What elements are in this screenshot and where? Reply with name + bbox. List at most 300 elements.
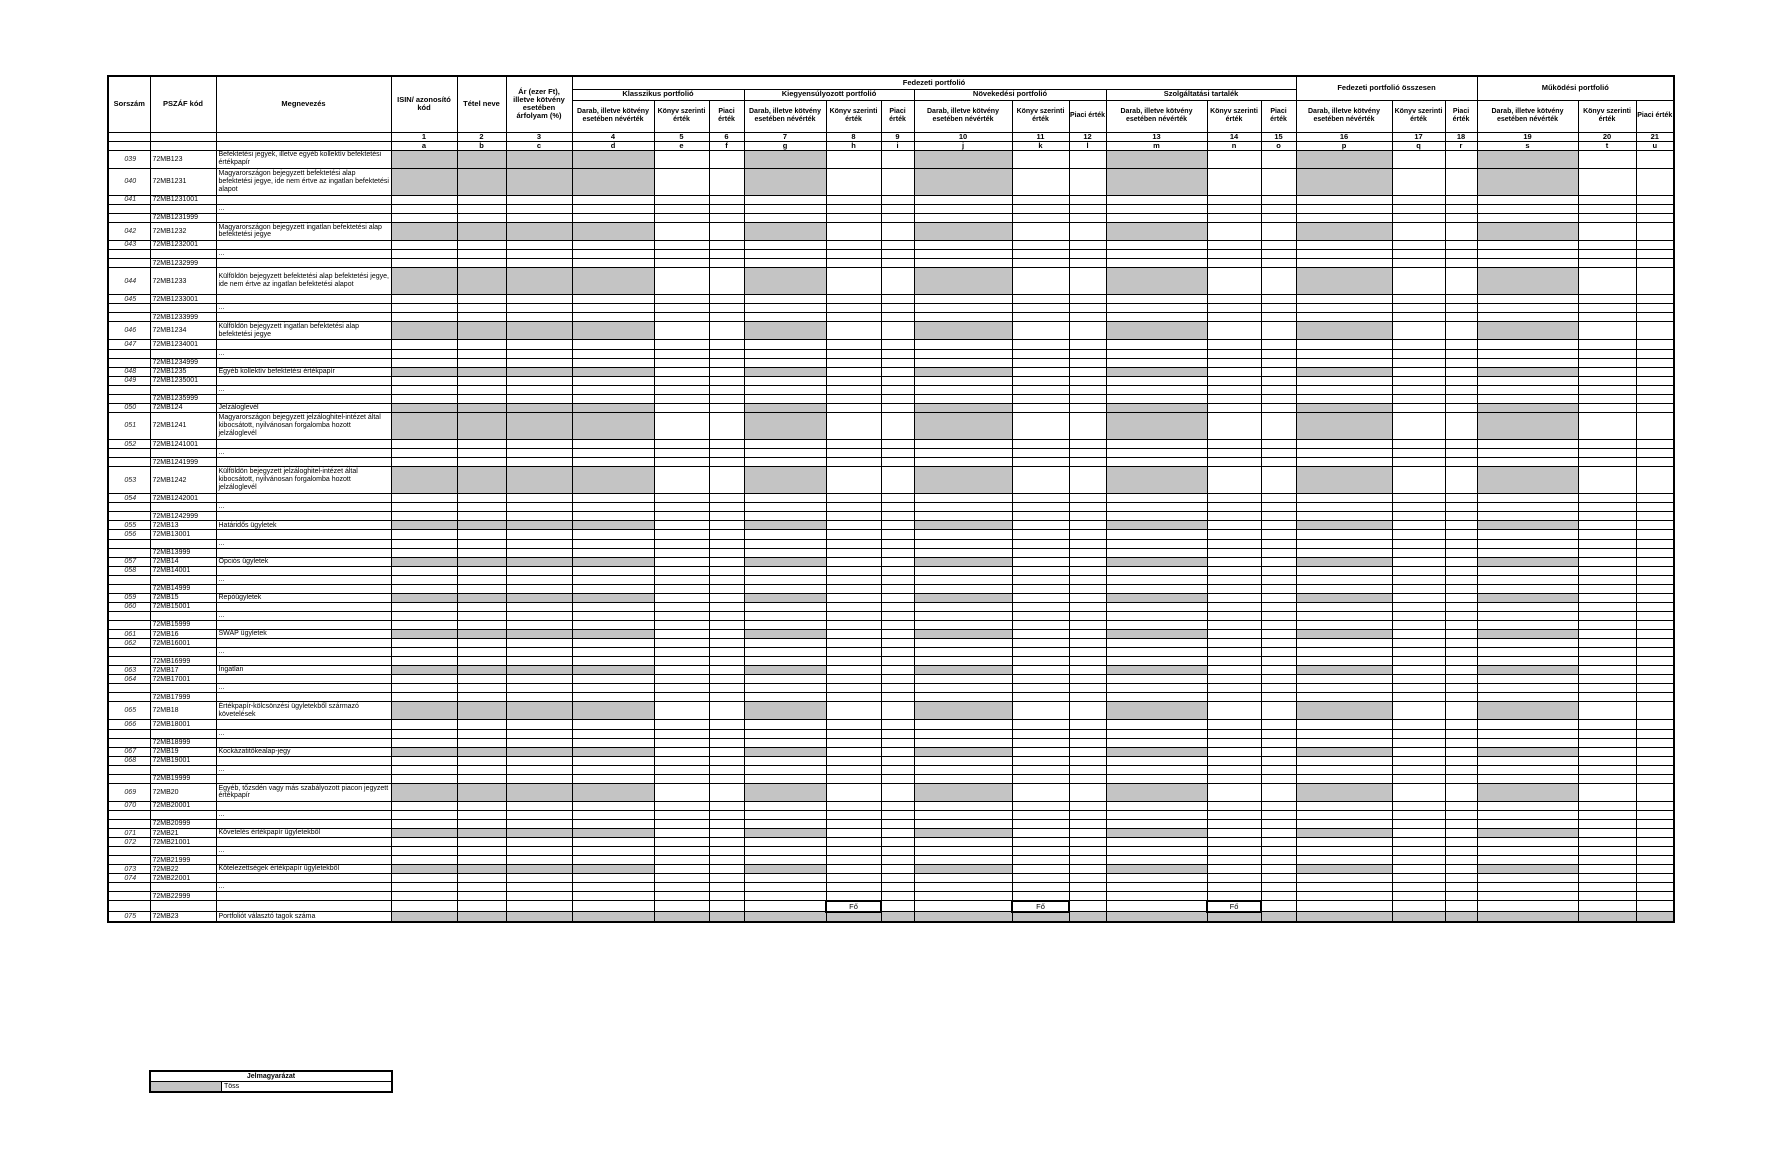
data-cell[interactable] xyxy=(826,394,881,403)
data-cell[interactable] xyxy=(1012,756,1069,765)
data-cell[interactable] xyxy=(914,838,1012,847)
data-cell[interactable] xyxy=(1106,295,1207,304)
data-cell[interactable] xyxy=(709,376,744,385)
data-cell[interactable] xyxy=(391,620,457,629)
data-cell[interactable] xyxy=(1578,440,1636,449)
data-cell[interactable] xyxy=(1392,657,1445,666)
data-cell[interactable] xyxy=(826,295,881,304)
data-cell[interactable] xyxy=(744,693,826,702)
data-cell[interactable] xyxy=(1261,693,1296,702)
data-cell[interactable] xyxy=(1445,458,1477,467)
data-cell[interactable] xyxy=(1069,295,1106,304)
data-cell[interactable] xyxy=(1578,548,1636,557)
data-cell[interactable] xyxy=(881,548,914,557)
data-cell[interactable] xyxy=(1296,720,1392,729)
data-cell[interactable] xyxy=(826,801,881,810)
data-cell[interactable] xyxy=(1445,657,1477,666)
data-cell[interactable] xyxy=(457,512,506,521)
data-cell[interactable] xyxy=(572,340,654,349)
data-cell[interactable] xyxy=(1636,512,1674,521)
data-cell[interactable] xyxy=(826,530,881,539)
data-cell[interactable] xyxy=(1636,602,1674,611)
data-cell[interactable] xyxy=(654,675,709,684)
data-cell[interactable] xyxy=(1106,548,1207,557)
data-cell[interactable] xyxy=(1296,838,1392,847)
data-cell[interactable] xyxy=(744,295,826,304)
data-cell[interactable] xyxy=(1477,774,1578,783)
data-cell[interactable] xyxy=(391,801,457,810)
data-cell[interactable] xyxy=(914,440,1012,449)
data-cell[interactable] xyxy=(572,376,654,385)
data-cell[interactable] xyxy=(457,874,506,883)
data-cell[interactable] xyxy=(709,295,744,304)
data-cell[interactable] xyxy=(1392,313,1445,322)
data-cell[interactable] xyxy=(914,901,1012,912)
data-cell[interactable] xyxy=(914,620,1012,629)
data-cell[interactable] xyxy=(654,394,709,403)
data-cell[interactable] xyxy=(457,801,506,810)
data-cell[interactable] xyxy=(744,394,826,403)
data-cell[interactable] xyxy=(1261,358,1296,367)
data-cell[interactable] xyxy=(654,313,709,322)
data-cell[interactable] xyxy=(1207,801,1261,810)
data-cell[interactable] xyxy=(1477,548,1578,557)
data-cell[interactable] xyxy=(1106,458,1207,467)
data-cell[interactable] xyxy=(506,856,572,865)
data-cell[interactable] xyxy=(1578,874,1636,883)
data-cell[interactable] xyxy=(506,620,572,629)
data-cell[interactable] xyxy=(1012,340,1069,349)
data-cell[interactable] xyxy=(1477,530,1578,539)
data-cell[interactable] xyxy=(391,259,457,268)
data-cell[interactable] xyxy=(1069,675,1106,684)
data-cell[interactable] xyxy=(654,548,709,557)
data-cell[interactable] xyxy=(826,566,881,575)
data-cell[interactable] xyxy=(826,313,881,322)
data-cell[interactable] xyxy=(744,548,826,557)
data-cell[interactable] xyxy=(709,530,744,539)
data-cell[interactable] xyxy=(1636,295,1674,304)
data-cell[interactable] xyxy=(1392,856,1445,865)
data-cell[interactable] xyxy=(1296,874,1392,883)
data-cell[interactable] xyxy=(1445,901,1477,912)
data-cell[interactable] xyxy=(1636,874,1674,883)
data-cell[interactable] xyxy=(654,892,709,901)
data-cell[interactable] xyxy=(1106,584,1207,593)
data-cell[interactable] xyxy=(391,566,457,575)
data-cell[interactable] xyxy=(654,458,709,467)
data-cell[interactable] xyxy=(1445,494,1477,503)
data-cell[interactable] xyxy=(1106,892,1207,901)
data-cell[interactable] xyxy=(1392,295,1445,304)
data-cell[interactable] xyxy=(457,358,506,367)
data-cell[interactable] xyxy=(1578,838,1636,847)
data-cell[interactable] xyxy=(826,819,881,828)
data-cell[interactable] xyxy=(1069,313,1106,322)
data-cell[interactable] xyxy=(881,801,914,810)
data-cell[interactable] xyxy=(1012,838,1069,847)
data-cell[interactable] xyxy=(1578,639,1636,648)
data-cell[interactable] xyxy=(1106,440,1207,449)
data-cell[interactable] xyxy=(1392,213,1445,222)
data-cell[interactable] xyxy=(914,548,1012,557)
data-cell[interactable] xyxy=(1012,856,1069,865)
data-cell[interactable] xyxy=(1207,458,1261,467)
data-cell[interactable] xyxy=(572,494,654,503)
data-cell[interactable] xyxy=(914,856,1012,865)
data-cell[interactable] xyxy=(391,394,457,403)
data-cell[interactable] xyxy=(1261,548,1296,557)
data-cell[interactable] xyxy=(744,259,826,268)
data-cell[interactable] xyxy=(1477,394,1578,403)
data-cell[interactable] xyxy=(881,856,914,865)
data-cell[interactable] xyxy=(1296,494,1392,503)
data-cell[interactable] xyxy=(1207,774,1261,783)
data-cell[interactable] xyxy=(709,548,744,557)
data-cell[interactable] xyxy=(1012,602,1069,611)
data-cell[interactable] xyxy=(881,720,914,729)
data-cell[interactable] xyxy=(1069,213,1106,222)
data-cell[interactable] xyxy=(1207,566,1261,575)
data-cell[interactable] xyxy=(1477,801,1578,810)
data-cell[interactable] xyxy=(506,259,572,268)
data-cell[interactable] xyxy=(881,620,914,629)
data-cell[interactable] xyxy=(744,675,826,684)
data-cell[interactable] xyxy=(1445,340,1477,349)
data-cell[interactable] xyxy=(1445,295,1477,304)
data-cell[interactable] xyxy=(1636,693,1674,702)
data-cell[interactable] xyxy=(506,213,572,222)
data-cell[interactable] xyxy=(572,838,654,847)
data-cell[interactable] xyxy=(1445,892,1477,901)
data-cell[interactable] xyxy=(1207,738,1261,747)
data-cell[interactable] xyxy=(457,693,506,702)
data-cell[interactable] xyxy=(506,340,572,349)
data-cell[interactable] xyxy=(826,756,881,765)
data-cell[interactable] xyxy=(1445,512,1477,521)
data-cell[interactable] xyxy=(1477,874,1578,883)
data-cell[interactable] xyxy=(457,901,506,912)
data-cell[interactable] xyxy=(709,856,744,865)
data-cell[interactable] xyxy=(914,494,1012,503)
data-cell[interactable] xyxy=(1636,774,1674,783)
data-cell[interactable] xyxy=(1261,819,1296,828)
data-cell[interactable] xyxy=(1636,376,1674,385)
data-cell[interactable] xyxy=(1445,376,1477,385)
data-cell[interactable] xyxy=(506,892,572,901)
data-cell[interactable] xyxy=(709,874,744,883)
data-cell[interactable] xyxy=(1106,566,1207,575)
data-cell[interactable] xyxy=(1261,340,1296,349)
data-cell[interactable] xyxy=(1207,639,1261,648)
data-cell[interactable] xyxy=(1392,440,1445,449)
data-cell[interactable] xyxy=(1445,394,1477,403)
data-cell[interactable] xyxy=(826,458,881,467)
data-cell[interactable] xyxy=(1578,340,1636,349)
data-cell[interactable] xyxy=(457,856,506,865)
data-cell[interactable] xyxy=(881,584,914,593)
data-cell[interactable] xyxy=(1636,856,1674,865)
data-cell[interactable] xyxy=(1296,240,1392,249)
data-cell[interactable] xyxy=(1578,566,1636,575)
data-cell[interactable] xyxy=(1392,693,1445,702)
data-cell[interactable] xyxy=(1207,602,1261,611)
data-cell[interactable] xyxy=(1012,584,1069,593)
data-cell[interactable] xyxy=(1636,819,1674,828)
data-cell[interactable] xyxy=(391,819,457,828)
data-cell[interactable] xyxy=(1578,602,1636,611)
data-cell[interactable] xyxy=(1106,838,1207,847)
data-cell[interactable] xyxy=(654,440,709,449)
data-cell[interactable] xyxy=(709,259,744,268)
data-cell[interactable] xyxy=(744,720,826,729)
data-cell[interactable] xyxy=(506,240,572,249)
data-cell[interactable] xyxy=(1296,693,1392,702)
data-cell[interactable] xyxy=(744,838,826,847)
data-cell[interactable] xyxy=(709,801,744,810)
data-cell[interactable] xyxy=(1477,295,1578,304)
data-cell[interactable] xyxy=(1069,440,1106,449)
data-cell[interactable] xyxy=(881,295,914,304)
data-cell[interactable] xyxy=(1445,856,1477,865)
data-cell[interactable] xyxy=(1207,548,1261,557)
data-cell[interactable] xyxy=(572,295,654,304)
data-cell[interactable] xyxy=(1445,195,1477,204)
data-cell[interactable] xyxy=(744,738,826,747)
data-cell[interactable] xyxy=(1392,195,1445,204)
data-cell[interactable] xyxy=(1261,394,1296,403)
data-cell[interactable] xyxy=(391,213,457,222)
data-cell[interactable] xyxy=(506,801,572,810)
data-cell[interactable] xyxy=(1012,874,1069,883)
data-cell[interactable] xyxy=(914,693,1012,702)
data-cell[interactable] xyxy=(572,195,654,204)
data-cell[interactable] xyxy=(1106,530,1207,539)
data-cell[interactable] xyxy=(1012,693,1069,702)
data-cell[interactable] xyxy=(391,720,457,729)
fo-cell[interactable]: Fő xyxy=(826,901,881,912)
data-cell[interactable] xyxy=(744,376,826,385)
data-cell[interactable] xyxy=(881,394,914,403)
data-cell[interactable] xyxy=(1207,720,1261,729)
data-cell[interactable] xyxy=(709,720,744,729)
data-cell[interactable] xyxy=(1012,512,1069,521)
data-cell[interactable] xyxy=(1392,874,1445,883)
data-cell[interactable] xyxy=(709,494,744,503)
data-cell[interactable] xyxy=(506,440,572,449)
data-cell[interactable] xyxy=(744,566,826,575)
data-cell[interactable] xyxy=(744,494,826,503)
data-cell[interactable] xyxy=(881,892,914,901)
data-cell[interactable] xyxy=(881,693,914,702)
data-cell[interactable] xyxy=(1012,639,1069,648)
data-cell[interactable] xyxy=(1069,901,1106,912)
data-cell[interactable] xyxy=(1207,494,1261,503)
data-cell[interactable] xyxy=(881,602,914,611)
data-cell[interactable] xyxy=(506,566,572,575)
data-cell[interactable] xyxy=(826,548,881,557)
data-cell[interactable] xyxy=(709,394,744,403)
data-cell[interactable] xyxy=(826,440,881,449)
data-cell[interactable] xyxy=(1207,892,1261,901)
data-cell[interactable] xyxy=(1207,838,1261,847)
data-cell[interactable] xyxy=(1445,838,1477,847)
data-cell[interactable] xyxy=(1445,620,1477,629)
data-cell[interactable] xyxy=(1261,675,1296,684)
data-cell[interactable] xyxy=(572,819,654,828)
data-cell[interactable] xyxy=(1207,874,1261,883)
data-cell[interactable] xyxy=(1012,720,1069,729)
data-cell[interactable] xyxy=(1261,512,1296,521)
data-cell[interactable] xyxy=(1578,494,1636,503)
data-cell[interactable] xyxy=(391,584,457,593)
data-cell[interactable] xyxy=(457,738,506,747)
data-cell[interactable] xyxy=(391,494,457,503)
fo-cell[interactable]: Fő xyxy=(1207,901,1261,912)
data-cell[interactable] xyxy=(1392,801,1445,810)
data-cell[interactable] xyxy=(1261,584,1296,593)
data-cell[interactable] xyxy=(391,295,457,304)
data-cell[interactable] xyxy=(1445,602,1477,611)
data-cell[interactable] xyxy=(572,394,654,403)
data-cell[interactable] xyxy=(826,195,881,204)
data-cell[interactable] xyxy=(506,376,572,385)
data-cell[interactable] xyxy=(1477,566,1578,575)
data-cell[interactable] xyxy=(881,838,914,847)
data-cell[interactable] xyxy=(709,657,744,666)
data-cell[interactable] xyxy=(1296,901,1392,912)
data-cell[interactable] xyxy=(826,358,881,367)
data-cell[interactable] xyxy=(1578,394,1636,403)
data-cell[interactable] xyxy=(1392,720,1445,729)
data-cell[interactable] xyxy=(1445,259,1477,268)
data-cell[interactable] xyxy=(744,602,826,611)
data-cell[interactable] xyxy=(1012,376,1069,385)
data-cell[interactable] xyxy=(391,693,457,702)
data-cell[interactable] xyxy=(1392,584,1445,593)
data-cell[interactable] xyxy=(391,458,457,467)
data-cell[interactable] xyxy=(1296,340,1392,349)
data-cell[interactable] xyxy=(391,738,457,747)
data-cell[interactable] xyxy=(1012,819,1069,828)
data-cell[interactable] xyxy=(744,901,826,912)
data-cell[interactable] xyxy=(1578,801,1636,810)
data-cell[interactable] xyxy=(1578,213,1636,222)
data-cell[interactable] xyxy=(744,639,826,648)
data-cell[interactable] xyxy=(881,240,914,249)
data-cell[interactable] xyxy=(1207,340,1261,349)
data-cell[interactable] xyxy=(1207,693,1261,702)
data-cell[interactable] xyxy=(1578,738,1636,747)
data-cell[interactable] xyxy=(457,259,506,268)
data-cell[interactable] xyxy=(914,720,1012,729)
data-cell[interactable] xyxy=(1477,458,1578,467)
data-cell[interactable] xyxy=(744,340,826,349)
data-cell[interactable] xyxy=(1069,620,1106,629)
data-cell[interactable] xyxy=(1106,774,1207,783)
data-cell[interactable] xyxy=(1207,584,1261,593)
data-cell[interactable] xyxy=(1261,720,1296,729)
data-cell[interactable] xyxy=(914,892,1012,901)
data-cell[interactable] xyxy=(744,756,826,765)
data-cell[interactable] xyxy=(914,530,1012,539)
data-cell[interactable] xyxy=(1106,675,1207,684)
data-cell[interactable] xyxy=(1106,639,1207,648)
data-cell[interactable] xyxy=(1578,675,1636,684)
data-cell[interactable] xyxy=(1106,376,1207,385)
data-cell[interactable] xyxy=(1392,756,1445,765)
data-cell[interactable] xyxy=(654,801,709,810)
data-cell[interactable] xyxy=(1445,639,1477,648)
data-cell[interactable] xyxy=(1261,901,1296,912)
data-cell[interactable] xyxy=(457,340,506,349)
data-cell[interactable] xyxy=(1392,566,1445,575)
data-cell[interactable] xyxy=(1477,259,1578,268)
data-cell[interactable] xyxy=(1261,856,1296,865)
data-cell[interactable] xyxy=(1012,620,1069,629)
data-cell[interactable] xyxy=(1296,394,1392,403)
data-cell[interactable] xyxy=(1636,584,1674,593)
data-cell[interactable] xyxy=(1069,892,1106,901)
data-cell[interactable] xyxy=(1392,458,1445,467)
data-cell[interactable] xyxy=(506,295,572,304)
data-cell[interactable] xyxy=(506,548,572,557)
data-cell[interactable] xyxy=(1636,440,1674,449)
data-cell[interactable] xyxy=(1578,376,1636,385)
data-cell[interactable] xyxy=(744,892,826,901)
data-cell[interactable] xyxy=(1069,512,1106,521)
data-cell[interactable] xyxy=(1392,340,1445,349)
data-cell[interactable] xyxy=(881,819,914,828)
data-cell[interactable] xyxy=(1106,358,1207,367)
data-cell[interactable] xyxy=(1445,693,1477,702)
data-cell[interactable] xyxy=(1445,584,1477,593)
data-cell[interactable] xyxy=(914,512,1012,521)
data-cell[interactable] xyxy=(826,512,881,521)
data-cell[interactable] xyxy=(1296,856,1392,865)
data-cell[interactable] xyxy=(1636,566,1674,575)
data-cell[interactable] xyxy=(826,675,881,684)
data-cell[interactable] xyxy=(1069,376,1106,385)
data-cell[interactable] xyxy=(1012,774,1069,783)
data-cell[interactable] xyxy=(1106,620,1207,629)
data-cell[interactable] xyxy=(1106,494,1207,503)
data-cell[interactable] xyxy=(572,240,654,249)
data-cell[interactable] xyxy=(1636,901,1674,912)
data-cell[interactable] xyxy=(1106,259,1207,268)
data-cell[interactable] xyxy=(457,774,506,783)
data-cell[interactable] xyxy=(1069,756,1106,765)
data-cell[interactable] xyxy=(1636,195,1674,204)
data-cell[interactable] xyxy=(1636,801,1674,810)
data-cell[interactable] xyxy=(1296,530,1392,539)
data-cell[interactable] xyxy=(457,313,506,322)
data-cell[interactable] xyxy=(1207,394,1261,403)
data-cell[interactable] xyxy=(457,720,506,729)
data-cell[interactable] xyxy=(506,657,572,666)
data-cell[interactable] xyxy=(1296,819,1392,828)
data-cell[interactable] xyxy=(914,602,1012,611)
data-cell[interactable] xyxy=(1578,901,1636,912)
data-cell[interactable] xyxy=(881,738,914,747)
data-cell[interactable] xyxy=(1392,892,1445,901)
data-cell[interactable] xyxy=(1012,440,1069,449)
data-cell[interactable] xyxy=(1445,720,1477,729)
data-cell[interactable] xyxy=(1106,657,1207,666)
data-cell[interactable] xyxy=(1207,195,1261,204)
data-cell[interactable] xyxy=(1392,774,1445,783)
data-cell[interactable] xyxy=(654,756,709,765)
